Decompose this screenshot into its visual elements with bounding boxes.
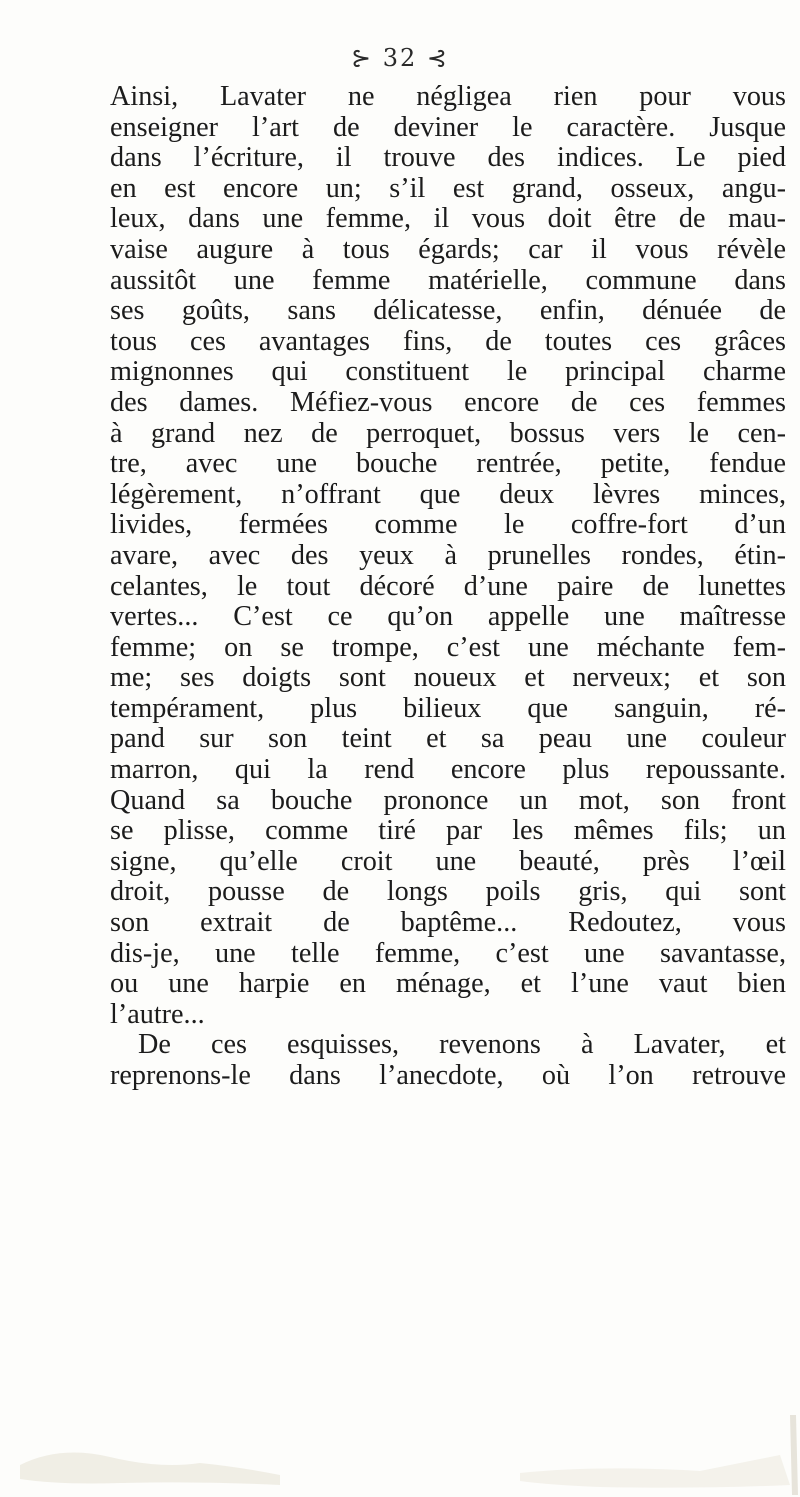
text-line: en est encore un; s’il est grand, osseux, angu- [110,172,786,204]
body-text [110,82,786,1092]
text-line: des dames. Méfiez-vous encore de ces femmes [110,386,786,418]
text-line: ses goûts, sans délicatesse, enfin, dénuée de [110,295,786,327]
paper-stain [0,1415,800,1497]
text-line: à grand nez de perroquet, bossus vers le cen- [110,417,786,449]
text-line: tous ces avantages fins, de toutes ces grâces [110,325,786,357]
text-line: livides, fermées comme le coffre-fort d’un [110,509,786,541]
text-line: marron, qui la rend encore plus repoussante. [110,754,786,786]
text-line: légèrement, n’offrant que deux lèvres minces, [110,478,786,510]
text-line: De ces esquisses, revenons à Lavater, et [138,1029,786,1061]
text-line: leux, dans une femme, il vous doit être de mau- [110,203,786,235]
text-line: vaise augure à tous égards; car il vous révèle [110,233,786,265]
text-line: Ainsi, Lavater ne négligea rien pour vous [110,81,786,112]
text-line: enseigner l’art de deviner le caractère. Jusque [110,111,786,143]
text-line: se plisse, comme tiré par les mêmes fils; un [110,815,786,847]
text-line: celantes, le tout décoré d’une paire de lunettes [110,570,786,602]
text-line: droit, pousse de longs poils gris, qui sont [110,876,786,908]
text-line: dans l’écriture, il trouve des indices. Le pied [110,142,786,174]
text-line: tempérament, plus bilieux que sanguin, ré- [110,692,786,724]
text-line: l’autre... [110,998,205,1030]
text-line: me; ses doigts sont noueux et nerveux; et son [110,662,786,694]
text-line: dis-je, une telle femme, c’est une savantasse, [110,937,786,969]
text-line: vertes... C’est ce qu’on appelle une maîtresse [110,601,786,633]
text-line: pand sur son teint et sa peau une couleur [110,723,786,755]
text-line: avare, avec des yeux à prunelles rondes, étin- [110,539,786,571]
text-line: reprenons-le dans l’anecdote, où l’on retrouve [110,1060,786,1091]
text-line: femme; on se trompe, c’est une méchante fem- [110,631,786,663]
text-line: son extrait de baptême... Redoutez, vous [110,907,786,939]
text-line: Quand sa bouche prononce un mot, son front [110,784,786,816]
text-line: aussitôt une femme matérielle, commune dans [110,264,786,296]
text-line: tre, avec une bouche rentrée, petite, fendue [110,448,786,480]
page-number-header: ⊱ 32 ⊰ [350,44,449,72]
text-line: mignonnes qui constituent le principal charme [110,356,786,388]
text-line: signe, qu’elle croit une beauté, près l’œil [110,845,786,877]
text-line: ou une harpie en ménage, et l’une vaut bien [110,968,786,1000]
